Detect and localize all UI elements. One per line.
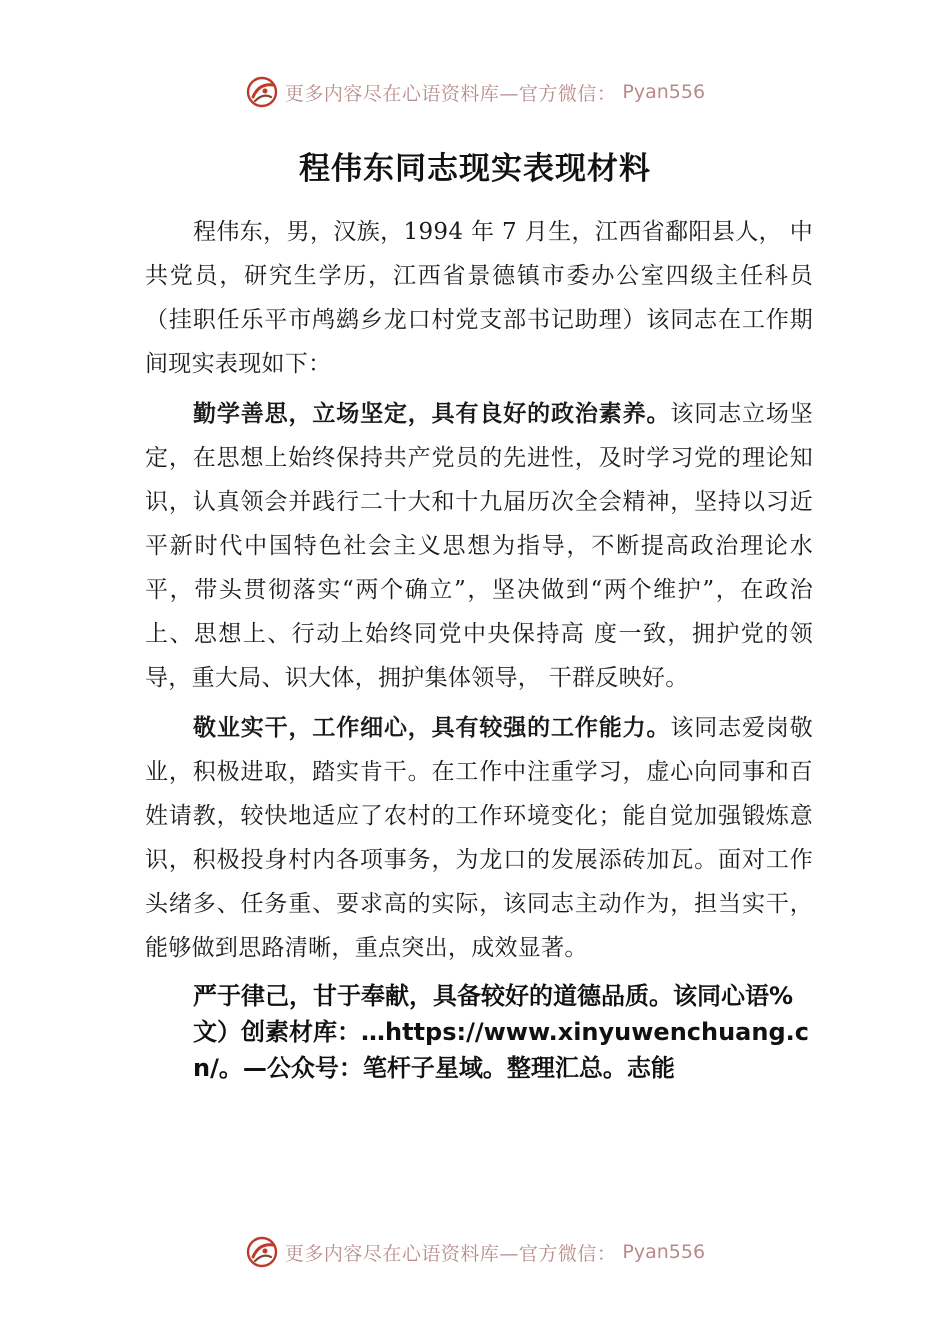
brand-logo-icon (245, 75, 279, 109)
banner-text: 更多内容尽在心语资料库—官方微信： (284, 1242, 617, 1265)
paragraph-political-body: 该同志立场坚定，在思想上始终保持共产党员的先进性，及时学习党的理论知识，认真领会并践行二十大和十九届历次全会精神，坚持以习近平新时代中国特色社会主义思想为指导，不断提高政治理论水平，带头贯彻落实“两个确立”，坚决做到“两个维护”，在政治上、思想上、行动上始终同党中央保持高 度一致，拥护党的领导，重大局、识大体，拥护集体领导， 干群反映好。 (145, 401, 813, 691)
document-body (145, 210, 813, 1086)
paragraph-ability-body: 该同志爱岗敬业，积极进取，踏实肯干。在工作中注重学习，虚心向同事和百姓请教，较快地适应了农村的工作环境变化；能自觉加强锻炼意识，积极投身村内各项事务，为龙口的发展添砖加瓦。面对工作头绪多、任务重、要求高的实际，该同志主动作为，担当实干，能够做到思路清晰，重点突出，成效显著。 (145, 715, 813, 961)
header-banner (0, 72, 950, 112)
banner-wechat-id: Pyan556 (622, 1241, 706, 1263)
banner-text: 更多内容尽在心语资料库—官方微信： (284, 82, 617, 105)
paragraph-moral: 严于律己，甘于奉献，具备较好的道德品质。该同心语%文）创素材库：…https://www.xinyuwenchuang.cn/。—公众号：笔杆子星域。整理汇总。志能 (193, 982, 809, 1082)
paragraph-political-heading: 勤学善思，立场坚定，具有良好的政治素养。 (193, 401, 671, 427)
intro-paragraph: 程伟东，男，汉族，1994 年 7 月生，江西省鄱阳县人， 中共党员，研究生学历，江西省景德镇市委办公室四级主任科员（挂职任乐平市鸬鹚乡龙口村党支部书记助理）该同志在工作期间现实表现如下： (145, 219, 813, 377)
document-title: 程伟东同志现实表现材料 (299, 151, 651, 187)
footer-banner (0, 1232, 950, 1272)
paragraph-ability (145, 706, 813, 970)
paragraph-ability-heading: 敬业实干，工作细心，具有较强的工作能力。 (193, 714, 671, 741)
paragraph-political (145, 392, 813, 700)
banner-wechat-id: Pyan556 (622, 81, 706, 103)
brand-logo-icon (245, 1235, 279, 1269)
